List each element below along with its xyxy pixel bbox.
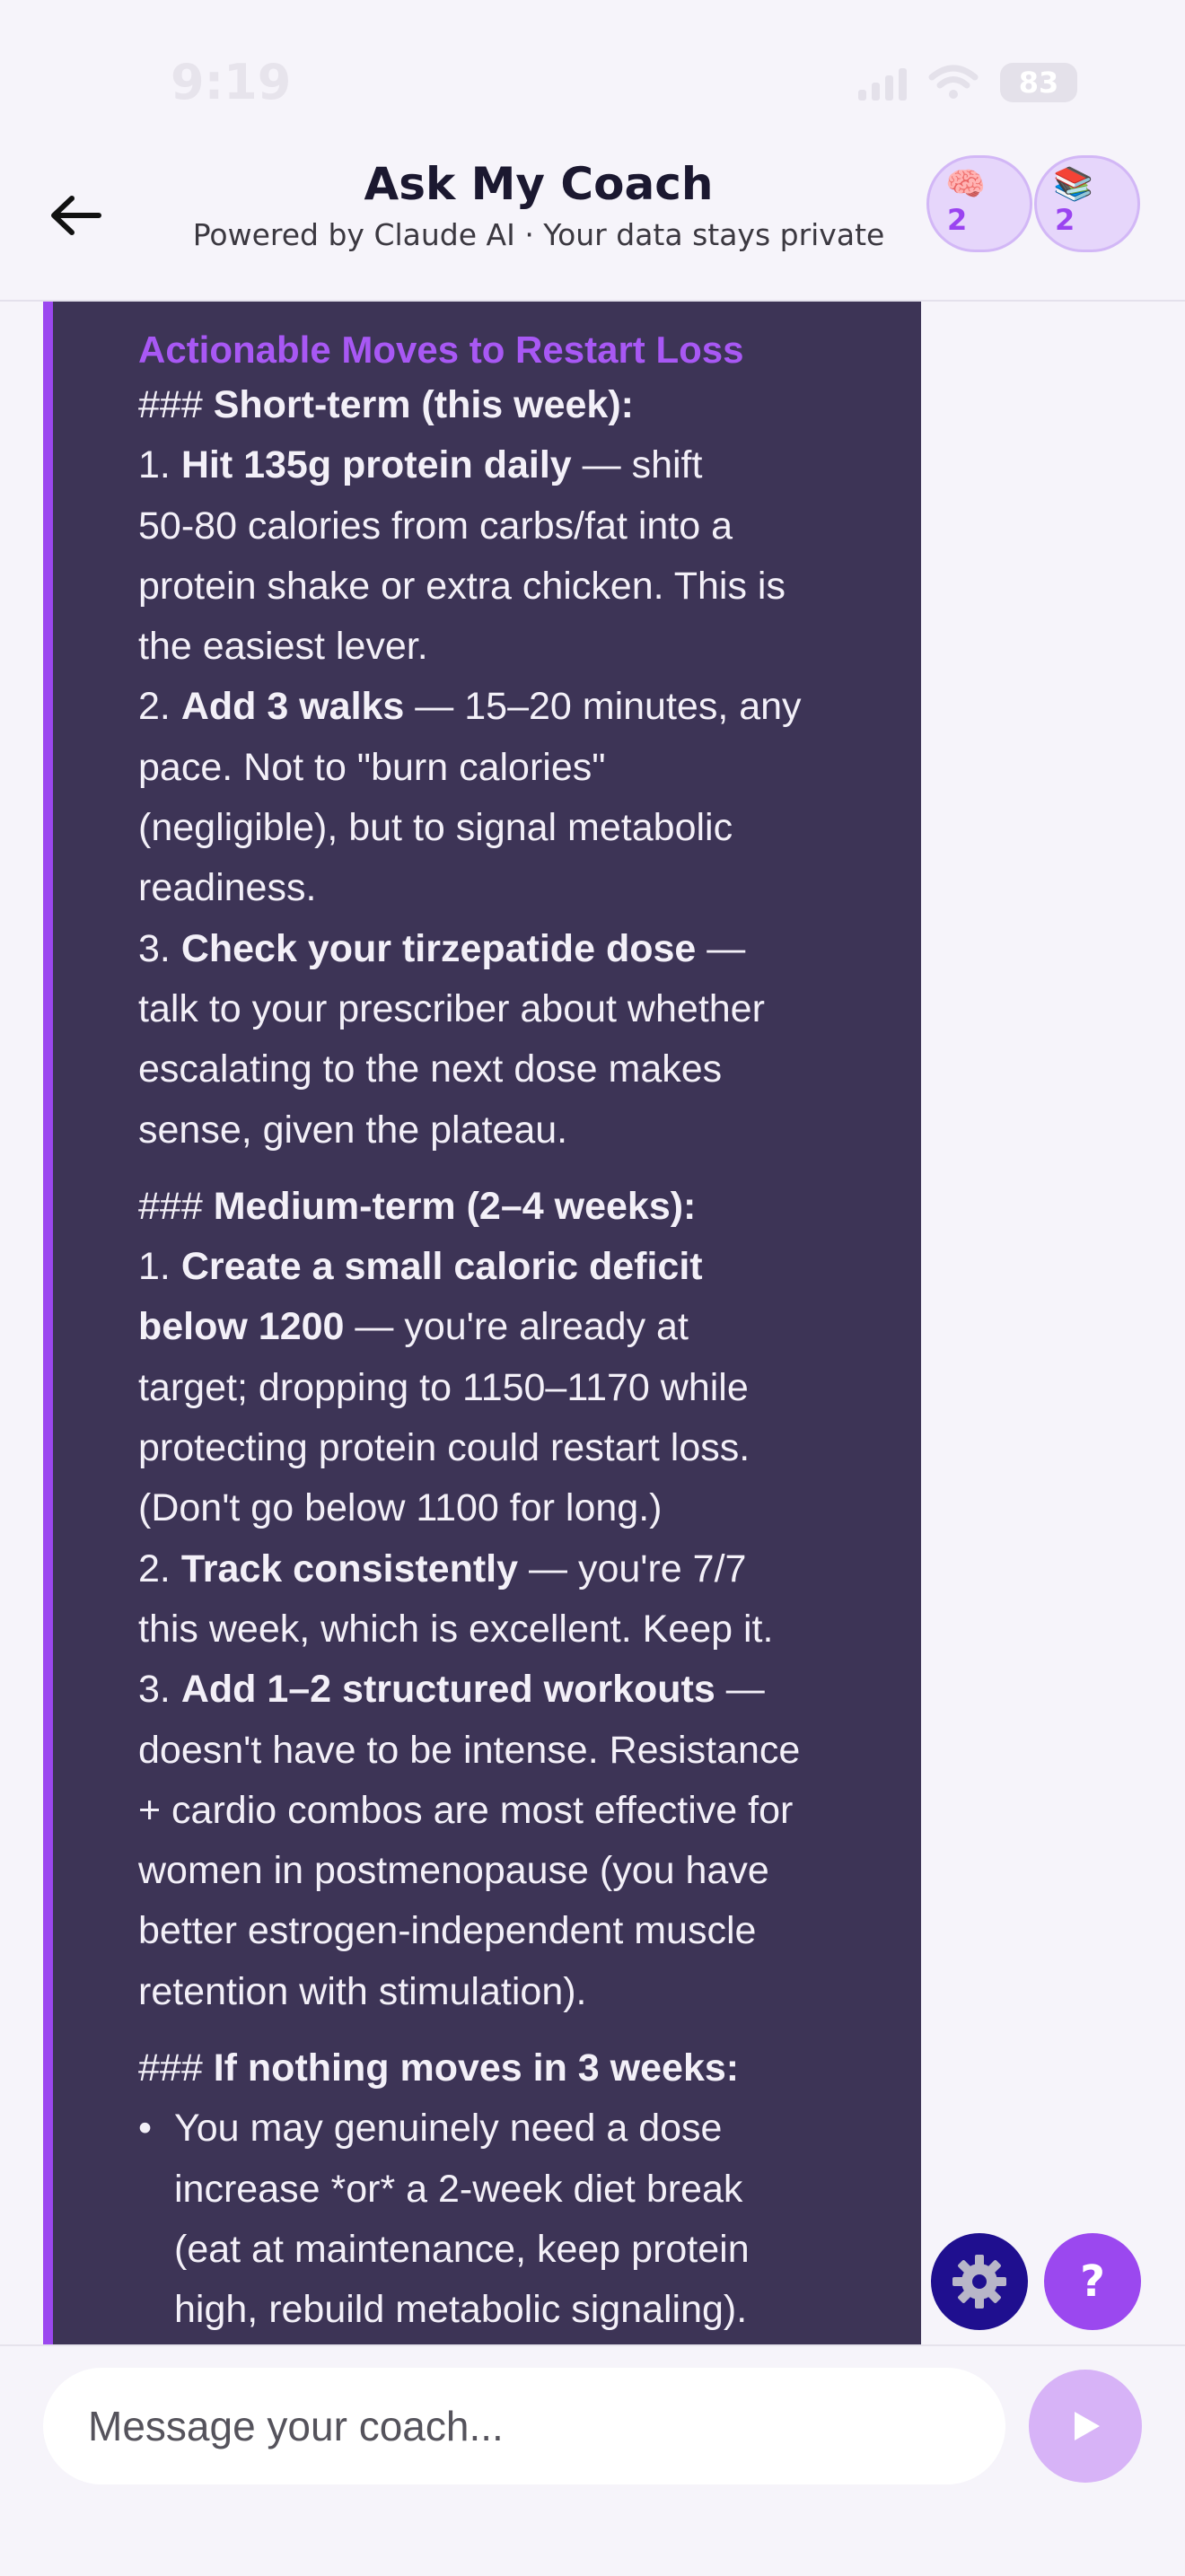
memory-count: 2 [947, 203, 968, 237]
wifi-icon [928, 65, 979, 101]
status-icons [858, 63, 1077, 102]
status-bar [0, 0, 1185, 153]
library-count: 2 [1055, 203, 1075, 237]
list-item: 1. Create a small caloric deficit below 1200 — you're already at target; dropping to 1150–1170 while protecting protein could restart loss. (Don't go below 1100 for long.) [138, 1245, 750, 1530]
message-body [138, 323, 921, 2341]
list-item: 3. Add 1–2 structured workouts — doesn't have to be intense. Resistance + cardio combos are most effective for women in postmenopause (you have better estrogen-independent muscle retention with stimulation). [138, 1668, 801, 2013]
help-button[interactable]: ? [1044, 2233, 1141, 2330]
list-item: 1. Hit 135g protein daily — shift 50-80 calories from carbs/fat into a protein shake or extra chicken. This is the easiest lever. [138, 443, 786, 669]
list-item: 2. Add 3 walks — 15–20 minutes, any pace. Not to "burn calories" (negligible), but to signal metabolic readiness. [138, 685, 802, 910]
section-heading-short-term: ### Short-term (this week): [138, 383, 634, 426]
coach-message-card [43, 302, 921, 2344]
page-subtitle: Powered by Claude AI · Your data stays private [192, 217, 885, 252]
library-chip[interactable] [1034, 155, 1140, 252]
books-icon: 📚 [1053, 166, 1093, 203]
cellular-signal-icon [858, 65, 907, 101]
section-heading-medium-term: ### Medium-term (2–4 weeks): [138, 1184, 697, 1228]
send-button[interactable] [1029, 2370, 1142, 2483]
message-input[interactable] [43, 2368, 1005, 2484]
message-title: Actionable Moves to Restart Loss [138, 329, 744, 371]
brain-icon: 🧠 [945, 166, 986, 203]
list-item: 2. Track consistently — you're 7/7 this week, which is excellent. Keep it. [138, 1546, 774, 1651]
section-heading-if-nothing: ### If nothing moves in 3 weeks: [138, 2046, 740, 2090]
list-item: 3. Check your tirzepatide dose — talk to your prescriber about whether escalating to the next dose makes sense, given the plateau. [138, 926, 765, 1152]
battery-indicator: 83 [1000, 63, 1077, 102]
bullet-icon: • [138, 2107, 153, 2151]
app-header [0, 153, 1185, 302]
page-title: Ask My Coach [364, 158, 714, 210]
composer-bar [0, 2344, 1185, 2576]
list-item: • You may genuinely need a dose increase *or* a 2-week diet break (eat at maintenance, keep protein high, rebuild metabolic signaling). [138, 2098, 921, 2340]
status-time: 9:19 [171, 54, 292, 110]
send-arrow-icon [1066, 2406, 1105, 2446]
settings-button[interactable] [931, 2233, 1028, 2330]
gear-icon [951, 2253, 1008, 2310]
memory-chip[interactable] [926, 155, 1032, 252]
